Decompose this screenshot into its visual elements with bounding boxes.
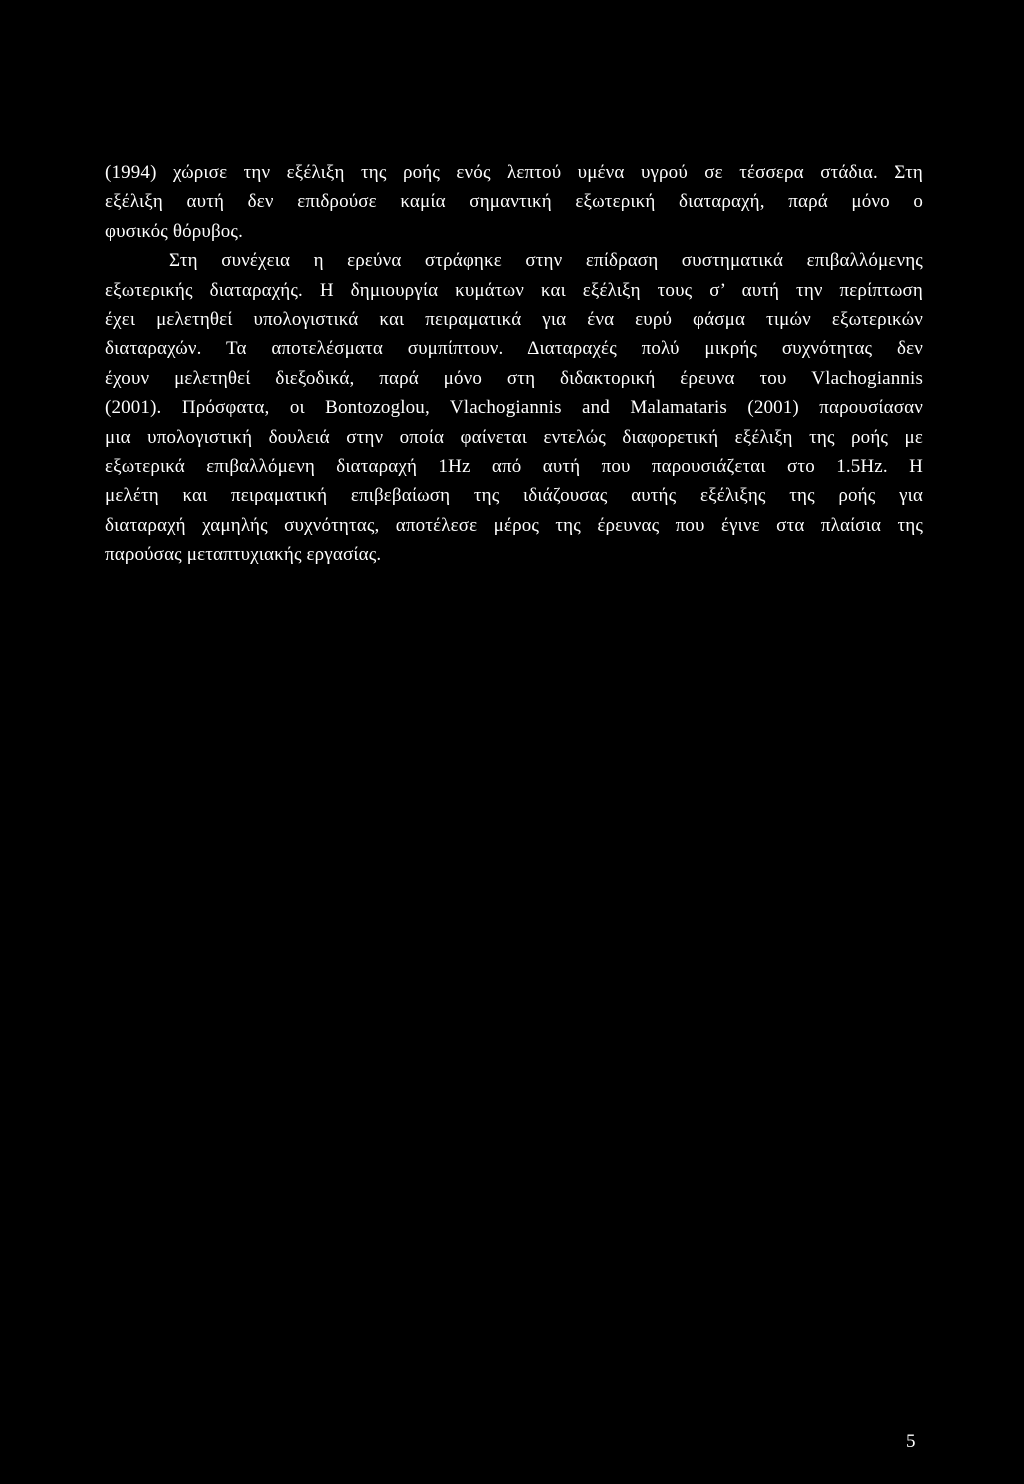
text-line: (2001). Πρόσφατα, οι Bontozoglou, Vlachogiannis and Malamataris (2001) παρουσίασαν (105, 397, 923, 419)
text-line: Στη συνέχεια η ερεύνα στράφηκε στην επίδραση συστηματικά επιβαλλόμενης (169, 250, 923, 272)
body-text (105, 158, 923, 570)
text-line: (1994) χώρισε την εξέλιξη της ροής ενός λεπτού υμένα υγρού σε τέσσερα στάδια. Στη (105, 162, 923, 183)
text-line: μελέτη και πειραματική επιβεβαίωση της ιδιάζουσας αυτής εξέλιξης της ροής για (105, 485, 923, 507)
text-line: διαταραχή χαμηλής συχνότητας, αποτέλεσε μέρος της έρευνας που έγινε στα πλαίσια της (105, 514, 923, 536)
text-line: έχει μελετηθεί υπολογιστικά και πειραματικά για ένα ευρύ φάσμα τιμών εξωτερικών (105, 309, 923, 331)
page-number: 5 (906, 1431, 916, 1452)
text-line: εξωτερικής διαταραχής. Η δημιουργία κυμάτων και εξέλιξη τους σ’ αυτή την περίπτωση (105, 279, 923, 301)
text-line: εξέλιξη αυτή δεν επιδρούσε καμία σημαντική εξωτερική διαταραχή, παρά μόνο ο (105, 191, 923, 213)
text-line: παρούσας μεταπτυχιακής εργασίας. (105, 544, 382, 566)
text-line: έχουν μελετηθεί διεξοδικά, παρά μόνο στη διδακτορική έρευνα του Vlachogiannis (105, 367, 923, 389)
text-line: φυσικός θόρυβος. (105, 220, 243, 242)
text-line: εξωτερικά επιβαλλόμενη διαταραχή 1Hz από αυτή που παρουσιάζεται στο 1.5Hz. Η (105, 456, 923, 478)
text-line: μια υπολογιστική δουλειά στην οποία φαίνεται εντελώς διαφορετική εξέλιξη της ροής με (105, 426, 923, 448)
text-line: διαταραχών. Τα αποτελέσματα συμπίπτουν. Διαταραχές πολύ μικρής συχνότητας δεν (105, 338, 923, 360)
